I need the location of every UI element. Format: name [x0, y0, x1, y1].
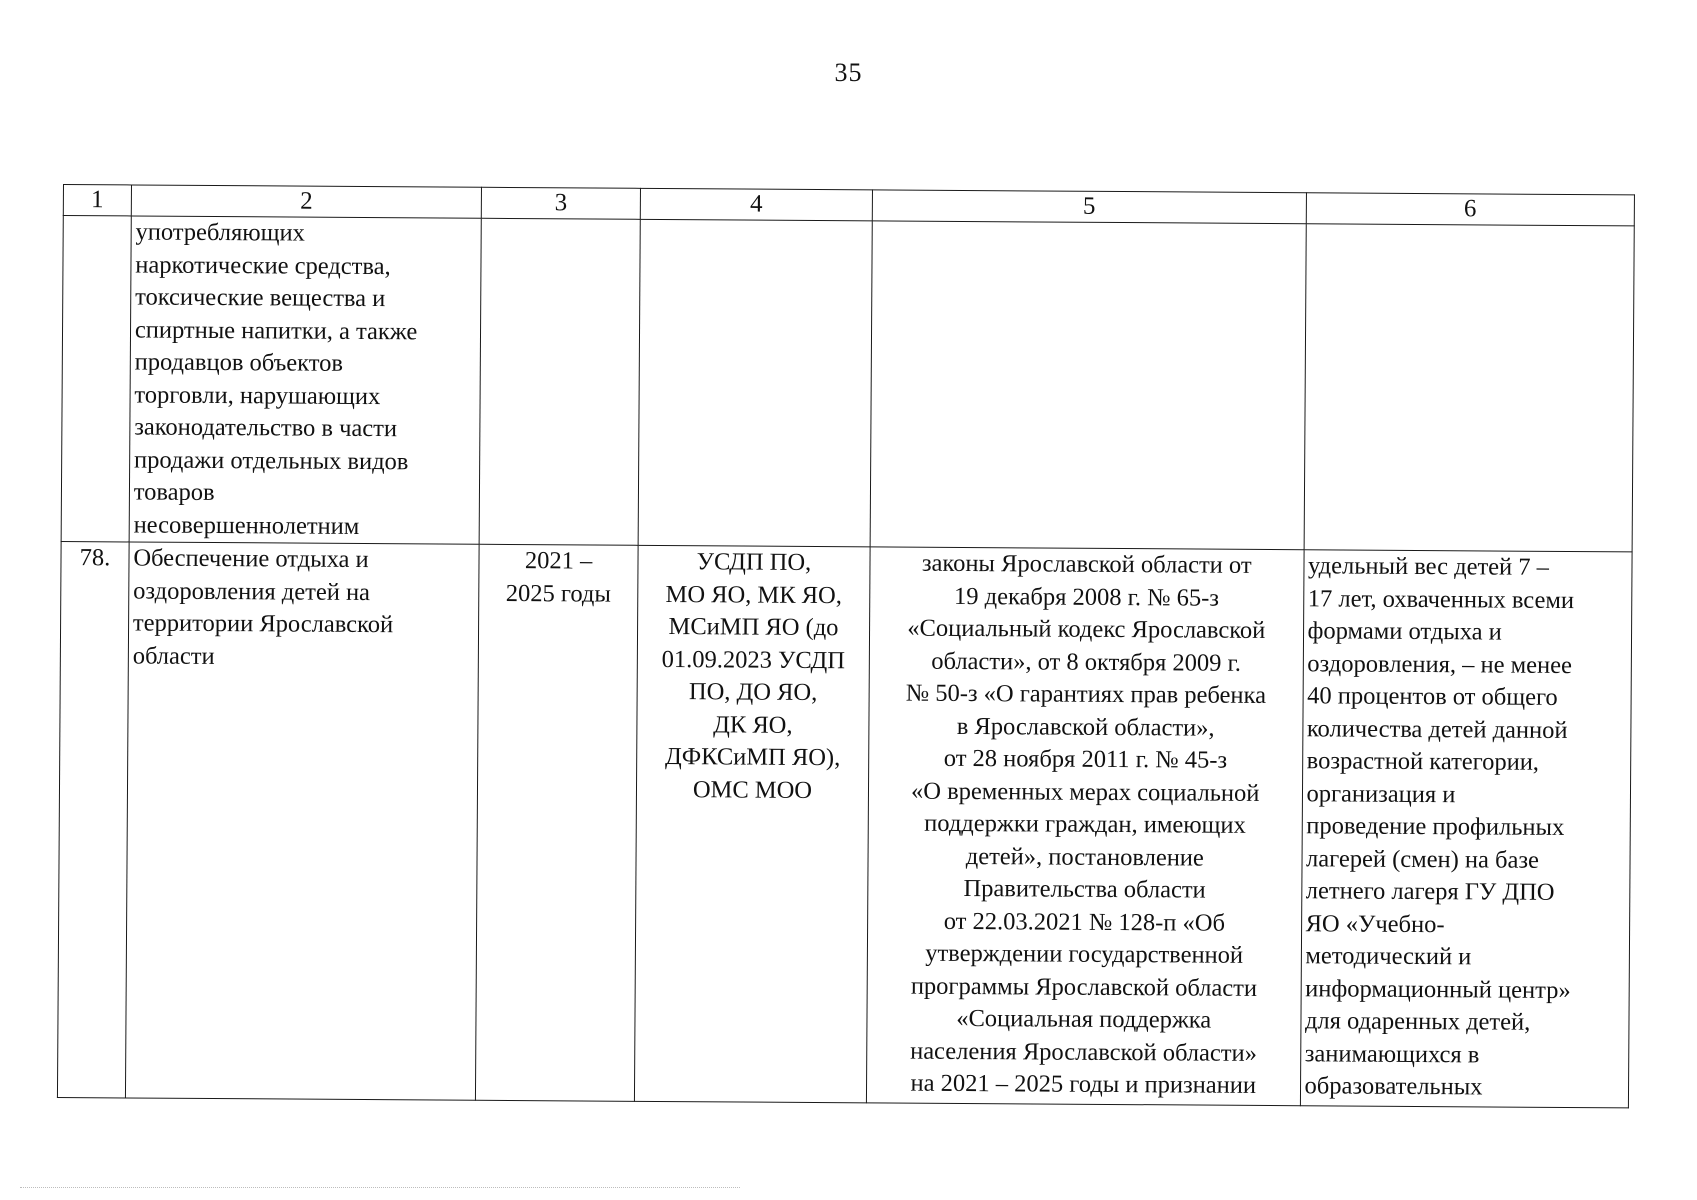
column-header-1: 1 [63, 185, 131, 216]
legal-basis-cell [870, 221, 1306, 550]
column-header-5: 5 [872, 190, 1306, 224]
row-number-cell [61, 216, 131, 542]
page-number: 35 [834, 58, 863, 87]
result-cell: удельный вес детей 7 – 17 лет, охваченных всеми формами отдыха и оздоровления, – не менее 40 процентов от общего количества детей данной возрастной категории, организация и проведение профильных лагерей (смен) на базе летнего лагеря ГУ ДПО ЯО «Учебно- методический и информационный центр» для одаренных детей, занимающихся в образовательных [1300, 550, 1632, 1108]
result-cell [1304, 224, 1635, 552]
executors-cell: УСДП ПО, МО ЯО, МК ЯО, МСиМП ЯО (до 01.09.2023 УСДП ПО, ДО ЯО, ДК ЯО, ДФКСиМП ЯО), ОМС МОО [634, 545, 870, 1103]
table-row-continuation [61, 216, 1634, 552]
measures-table [57, 184, 1635, 1108]
measure-name-cell: употребляющих наркотические средства, токсические вещества и спиртные напитки, а также продавцов объектов торговли, нарушающих законодательство в части продажи отдельных видов товаров несовершеннолетним [129, 216, 481, 544]
row-number-cell: 78. [57, 541, 129, 1097]
period-cell: 2021 – 2025 годы [476, 544, 638, 1101]
period-cell [479, 218, 640, 545]
legal-basis-cell: законы Ярославской области от 19 декабря 2008 г. № 65-з «Социальный кодекс Ярославской области», от 8 октября 2009 г. № 50-з «О гарантиях прав ребенка в Ярославской области», от 28 ноября 2011 г. № 45-з «О временных мерах социальной поддержки граждан, имеющих детей», постановление Правительства области от 22.03.2021 № 128-п «Об утверждении государственной программы Ярославской области «Социальная поддержка населения Ярославской области» на 2021 – 2025 годы и признании [866, 547, 1303, 1106]
column-header-6: 6 [1306, 193, 1635, 226]
measure-name-cell: Обеспечение отдыха и оздоровления детей на территории Ярославской области [125, 542, 479, 1100]
scan-artifact-line [20, 1187, 740, 1188]
executors-cell [638, 219, 872, 547]
column-header-4: 4 [640, 188, 872, 221]
column-header-2: 2 [131, 185, 482, 218]
table-row-78 [57, 541, 1632, 1107]
column-header-3: 3 [481, 187, 640, 219]
